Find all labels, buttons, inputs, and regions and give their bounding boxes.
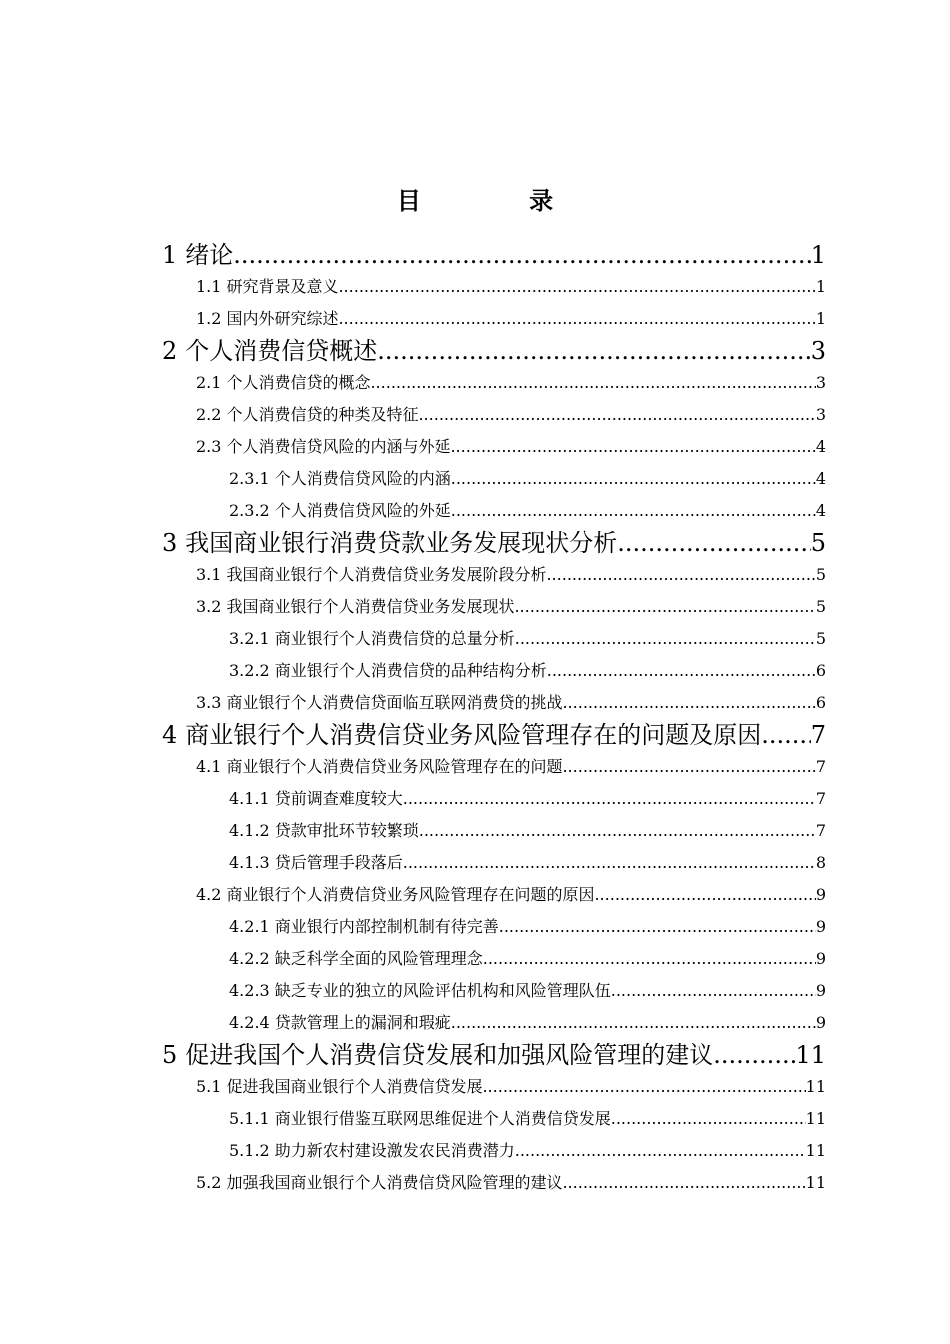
toc-entry-level-3[interactable]	[0, 655, 950, 687]
toc-entry-level-3[interactable]	[0, 1135, 950, 1167]
toc-dot-leader	[562, 751, 815, 783]
toc-entry-number: 2.3.2	[229, 501, 270, 520]
toc-entry-title: 贷款管理上的漏洞和瑕疵	[274, 1013, 451, 1032]
toc-dot-leader	[547, 655, 816, 687]
toc-entry-level-3[interactable]	[0, 623, 950, 655]
toc-entry-number: 1	[162, 241, 178, 269]
toc-dot-leader	[377, 335, 810, 367]
toc-page-number: 11	[805, 1141, 826, 1160]
toc-entry-title: 个人消费信贷风险的外延	[274, 501, 451, 520]
toc-entry-title: 商业银行内部控制机制有待完善	[274, 917, 499, 936]
toc-entry-number: 1.1	[196, 277, 222, 296]
toc-page-number: 11	[795, 1041, 826, 1069]
toc-entry-level-3[interactable]	[0, 815, 950, 847]
toc-page-number: 8	[815, 853, 826, 872]
toc-dot-leader	[713, 1039, 795, 1071]
toc-entry-title: 我国商业银行个人消费信贷业务发展现状	[226, 597, 515, 616]
toc-entry-number: 3.2.1	[229, 629, 270, 648]
toc-entry-level-2[interactable]	[0, 1071, 950, 1103]
toc-entry-number: 2	[162, 337, 178, 365]
toc-entry-number: 2.3	[196, 437, 222, 456]
toc-entry-level-2[interactable]	[0, 1167, 950, 1199]
toc-page-number: 7	[815, 757, 826, 776]
toc-entry-number: 4.1.1	[229, 789, 270, 808]
toc-dot-leader	[418, 399, 815, 431]
toc-entry-title: 商业银行个人消费信贷面临互联网消费贷的挑战	[226, 693, 563, 712]
toc-entry-level-3[interactable]	[0, 1103, 950, 1135]
toc-entry-title: 个人消费信贷风险的内涵与外延	[226, 437, 451, 456]
toc-page-number: 6	[815, 661, 826, 680]
toc-entry-level-1[interactable]	[0, 1039, 950, 1071]
toc-entry-title: 加强我国商业银行个人消费信贷风险管理的建议	[226, 1173, 563, 1192]
toc-entry-number: 3.3	[196, 693, 222, 712]
toc-dot-leader	[562, 687, 815, 719]
toc-page-number: 4	[815, 501, 826, 520]
toc-entry-title: 个人消费信贷的种类及特征	[226, 405, 419, 424]
toc-page-number: 5	[810, 529, 826, 557]
toc-entry-title: 助力新农村建设激发农民消费潜力	[274, 1141, 515, 1160]
toc-dot-leader	[450, 431, 815, 463]
toc-entry-level-2[interactable]	[0, 559, 950, 591]
toc-entry-number: 4.2	[196, 885, 222, 904]
toc-entry-number: 5	[162, 1041, 178, 1069]
toc-page-number: 5	[815, 629, 826, 648]
toc-entry-title: 贷后管理手段落后	[274, 853, 403, 872]
toc-entry-level-2[interactable]	[0, 399, 950, 431]
toc-entry-number: 3.2.2	[229, 661, 270, 680]
toc-page-number: 9	[815, 949, 826, 968]
toc-entry-title: 贷前调查难度较大	[274, 789, 403, 808]
toc-entry-level-1[interactable]	[0, 527, 950, 559]
toc-dot-leader	[515, 623, 816, 655]
toc-entry-level-3[interactable]	[0, 975, 950, 1007]
toc-dot-leader	[611, 1103, 806, 1135]
toc-entry-title: 商业银行个人消费信贷业务风险管理存在的问题及原因	[185, 721, 762, 749]
toc-page-number: 9	[815, 981, 826, 1000]
toc-entry-number: 2.1	[196, 373, 222, 392]
toc-entry-level-3[interactable]	[0, 495, 950, 527]
toc-page-number: 11	[805, 1109, 826, 1128]
toc-page-number: 9	[815, 885, 826, 904]
toc-entry-title: 缺乏科学全面的风险管理理念	[274, 949, 483, 968]
toc-entry-title: 研究背景及意义	[226, 277, 339, 296]
toc-entry-level-1[interactable]	[0, 239, 950, 271]
toc-entry-title: 商业银行个人消费信贷的总量分析	[274, 629, 515, 648]
toc-entry-title: 商业银行借鉴互联网思维促进个人消费信贷发展	[274, 1109, 611, 1128]
toc-entry-level-3[interactable]	[0, 1007, 950, 1039]
toc-dot-leader	[499, 911, 816, 943]
toc-entry-number: 2.2	[196, 405, 222, 424]
toc-page-number: 9	[815, 1013, 826, 1032]
toc-page-number: 11	[805, 1077, 826, 1096]
toc-entry-level-1[interactable]	[0, 719, 950, 751]
toc-dot-leader	[338, 271, 815, 303]
toc-page-number: 7	[810, 721, 826, 749]
toc-page-number: 4	[815, 437, 826, 456]
toc-dot-leader	[403, 847, 816, 879]
toc-entry-title: 促进我国个人消费信贷发展和加强风险管理的建议	[185, 1041, 714, 1069]
toc-page-number: 4	[815, 469, 826, 488]
toc-dot-leader	[451, 1007, 816, 1039]
toc-entry-number: 4.2.1	[229, 917, 270, 936]
toc-dot-leader	[611, 975, 816, 1007]
toc-dot-leader	[594, 879, 815, 911]
toc-entry-number: 5.1.1	[229, 1109, 270, 1128]
toc-page-number: 5	[815, 565, 826, 584]
toc-page-number: 3	[810, 337, 826, 365]
toc-entry-level-3[interactable]	[0, 943, 950, 975]
toc-page-number: 1	[815, 277, 826, 296]
toc-page-number: 11	[805, 1173, 826, 1192]
toc-entry-title: 国内外研究综述	[226, 309, 339, 328]
toc-dot-leader	[482, 1071, 805, 1103]
toc-entry-level-2[interactable]	[0, 367, 950, 399]
toc-entry-level-2[interactable]	[0, 879, 950, 911]
toc-entry-number: 2.3.1	[229, 469, 270, 488]
toc-entry-number: 3	[162, 529, 178, 557]
toc-dot-leader	[562, 1167, 805, 1199]
toc-dot-leader	[338, 303, 815, 335]
toc-entry-number: 4.2.3	[229, 981, 270, 1000]
toc-page-number: 3	[815, 373, 826, 392]
toc-page-number: 6	[815, 693, 826, 712]
toc-entry-number: 1.2	[196, 309, 222, 328]
toc-entry-number: 4.2.2	[229, 949, 270, 968]
toc-entry-level-2[interactable]	[0, 751, 950, 783]
toc-entry-title: 个人消费信贷的概念	[226, 373, 371, 392]
toc-entry-level-2[interactable]	[0, 303, 950, 335]
toc-page-number: 1	[815, 309, 826, 328]
toc-dot-leader	[233, 239, 810, 271]
toc-entry-number: 5.2	[196, 1173, 222, 1192]
toc-dot-leader	[515, 1135, 806, 1167]
toc-entry-title: 贷款审批环节较繁琐	[274, 821, 419, 840]
toc-entry-level-3[interactable]	[0, 847, 950, 879]
toc-entry-title: 个人消费信贷风险的内涵	[274, 469, 451, 488]
toc-entry-number: 4.2.4	[229, 1013, 270, 1032]
toc-page-number: 7	[815, 789, 826, 808]
toc-dot-leader	[483, 943, 816, 975]
toc-entry-level-2[interactable]	[0, 591, 950, 623]
toc-dot-leader	[451, 495, 816, 527]
toc-entry-title: 绪论	[185, 241, 234, 269]
toc-entry-number: 5.1.2	[229, 1141, 270, 1160]
toc-entry-number: 4	[162, 721, 178, 749]
toc-entry-title: 个人消费信贷概述	[185, 337, 378, 365]
toc-entry-title: 商业银行个人消费信贷的品种结构分析	[274, 661, 547, 680]
toc-dot-leader	[419, 815, 816, 847]
toc-entry-title: 商业银行个人消费信贷业务风险管理存在的问题	[226, 757, 563, 776]
toc-page-number: 7	[815, 821, 826, 840]
toc-entry-number: 3.2	[196, 597, 222, 616]
toc-entry-number: 4.1	[196, 757, 222, 776]
toc-entry-level-2[interactable]	[0, 687, 950, 719]
toc-page-number: 3	[815, 405, 826, 424]
toc-dot-leader	[370, 367, 815, 399]
toc-page-number: 1	[810, 241, 826, 269]
page-title: 目 录	[396, 187, 604, 215]
toc-dot-leader	[761, 719, 810, 751]
toc-entry-level-1[interactable]	[0, 335, 950, 367]
toc-dot-leader	[514, 591, 815, 623]
toc-entry-number: 3.1	[196, 565, 222, 584]
toc-entry-level-2[interactable]	[0, 431, 950, 463]
toc-dot-leader	[403, 783, 816, 815]
toc-entry-level-3[interactable]	[0, 783, 950, 815]
toc-entry-level-3[interactable]	[0, 463, 950, 495]
toc-dot-leader	[451, 463, 816, 495]
toc-dot-leader	[617, 527, 810, 559]
toc-dot-leader	[546, 559, 815, 591]
toc-entry-number: 4.1.3	[229, 853, 270, 872]
toc-entry-level-2[interactable]	[0, 271, 950, 303]
toc-entry-title: 商业银行个人消费信贷业务风险管理存在问题的原因	[226, 885, 595, 904]
toc-entry-title: 我国商业银行消费贷款业务发展现状分析	[185, 529, 618, 557]
toc-entry-title: 我国商业银行个人消费信贷业务发展阶段分析	[226, 565, 547, 584]
toc-entry-title: 缺乏专业的独立的风险评估机构和风险管理队伍	[274, 981, 611, 1000]
table-of-contents	[0, 239, 950, 1199]
toc-entry-level-3[interactable]	[0, 911, 950, 943]
toc-entry-number: 4.1.2	[229, 821, 270, 840]
toc-entry-number: 5.1	[196, 1077, 222, 1096]
toc-entry-title: 促进我国商业银行个人消费信贷发展	[226, 1077, 483, 1096]
toc-page-number: 9	[815, 917, 826, 936]
toc-page-number: 5	[815, 597, 826, 616]
